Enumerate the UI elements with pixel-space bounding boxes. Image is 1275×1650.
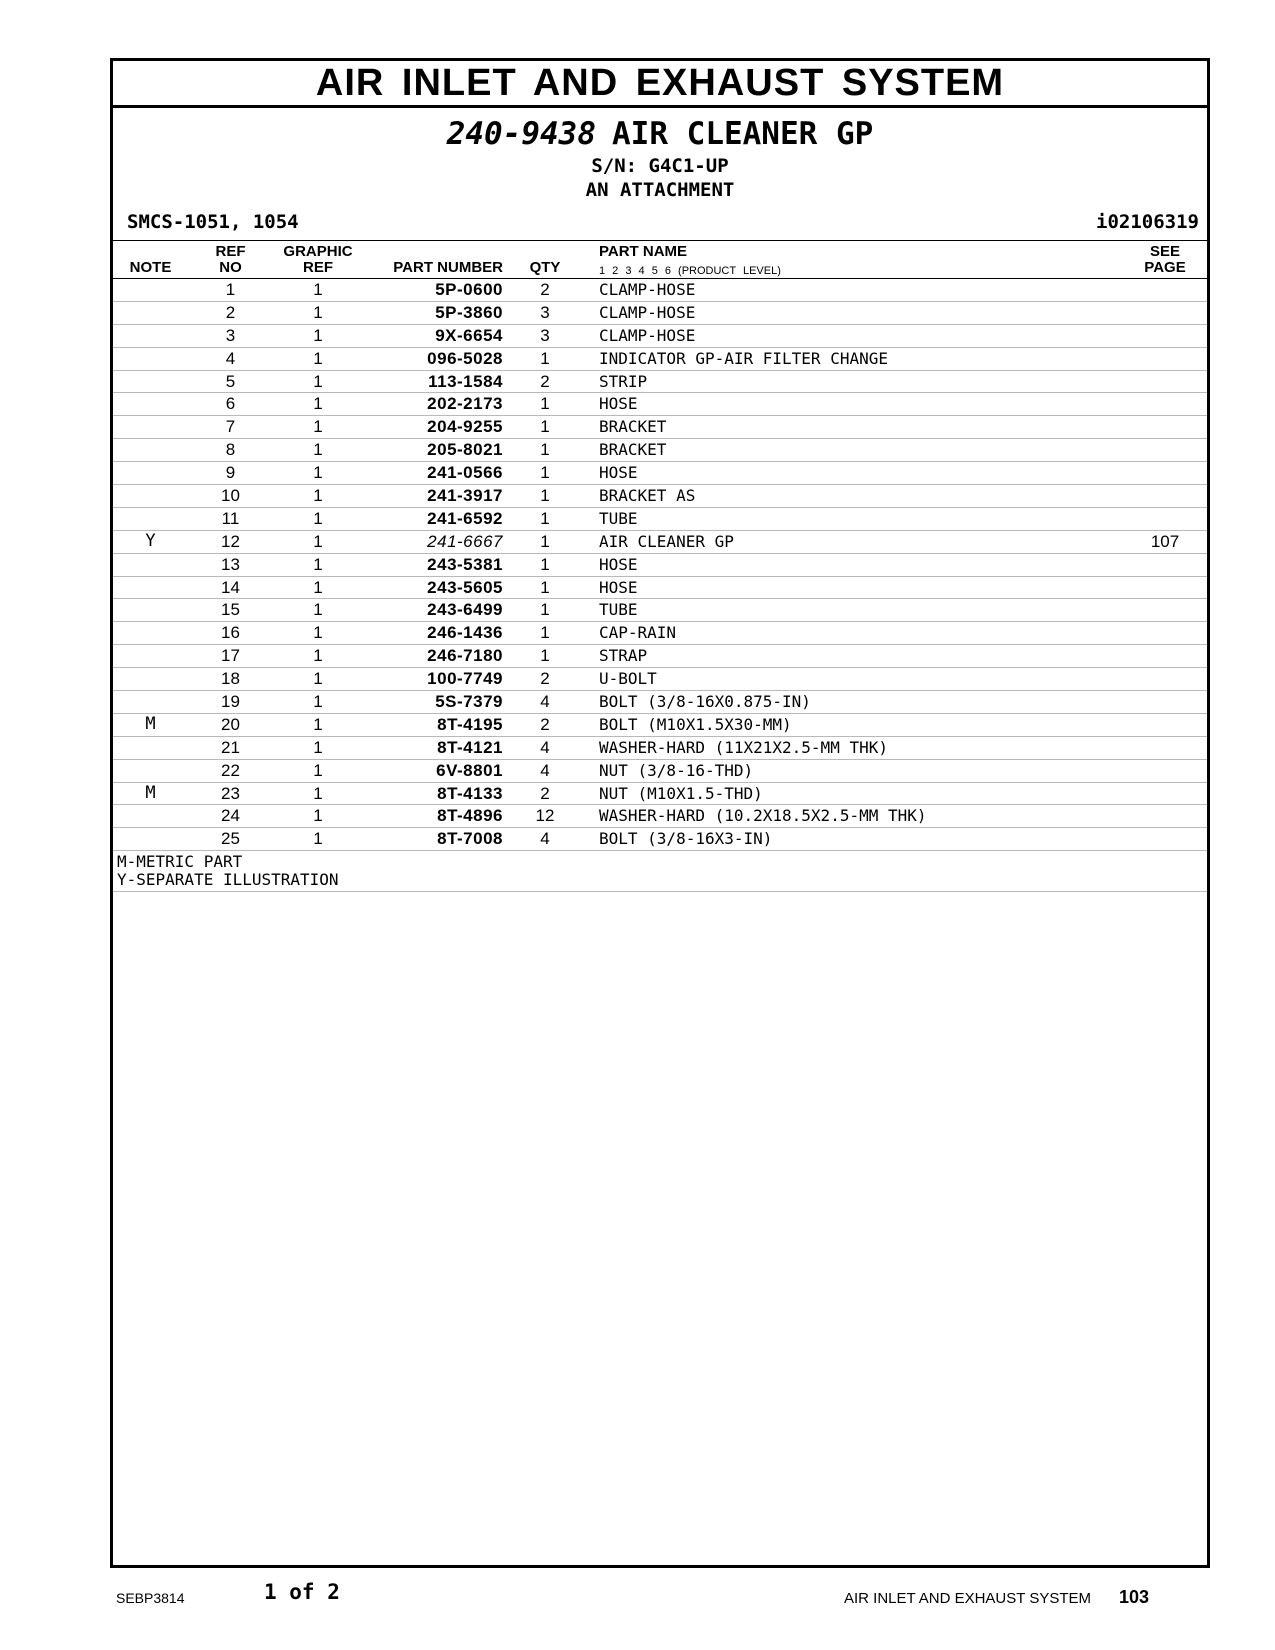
table-row	[113, 485, 1207, 508]
part-name-cell: TUBE	[599, 600, 638, 620]
part-number-cell: 8T-4195	[437, 714, 503, 734]
footnote-separate-illustration: Y-SEPARATE ILLUSTRATION	[117, 870, 339, 890]
qty-cell: 2	[540, 669, 550, 689]
graphic-ref-cell: 1	[313, 600, 323, 620]
footnote-metric: M-METRIC PART	[117, 852, 243, 872]
table-row	[113, 325, 1207, 348]
parts-table-body	[113, 279, 1207, 851]
graphic-ref-cell: 1	[313, 783, 323, 803]
qty-cell: 4	[540, 760, 550, 780]
table-row	[113, 279, 1207, 302]
ref-no-cell: 14	[221, 577, 240, 597]
note-cell: Y	[145, 530, 156, 551]
graphic-ref-cell: 1	[313, 302, 323, 322]
table-row	[113, 577, 1207, 600]
group-category: AN ATTACHMENT	[585, 179, 735, 201]
part-number-cell: 246-1436	[427, 623, 503, 643]
ref-no-cell: 17	[221, 646, 240, 666]
graphic-ref-cell: 1	[313, 371, 323, 391]
part-name-cell: STRAP	[599, 646, 648, 666]
table-row	[113, 416, 1207, 439]
graphic-ref-cell: 1	[313, 669, 323, 689]
table-row	[113, 737, 1207, 760]
part-name-cell: NUT (M10X1.5-THD)	[599, 783, 763, 803]
footnotes	[113, 851, 1207, 892]
qty-cell: 1	[540, 486, 550, 506]
ref-no-cell: 2	[225, 302, 236, 322]
note-cell: M	[145, 713, 156, 734]
group-title	[113, 116, 1207, 152]
part-number-cell: 8T-7008	[437, 829, 503, 849]
graphic-ref-cell: 1	[313, 577, 323, 597]
part-number-cell: 8T-4896	[437, 806, 503, 826]
qty-cell: 2	[540, 714, 550, 734]
ref-no-cell: 6	[225, 394, 236, 414]
column-see-page-label: SEE PAGE	[1144, 243, 1186, 276]
see-page-cell: 107	[1150, 531, 1180, 551]
part-number-cell: 243-6499	[427, 600, 503, 620]
graphic-ref-cell: 1	[313, 646, 323, 666]
ref-no-cell: 16	[221, 623, 240, 643]
table-row	[113, 348, 1207, 371]
qty-cell: 1	[540, 463, 550, 483]
part-name-cell: CLAMP-HOSE	[599, 280, 696, 299]
ref-no-cell: 24	[221, 806, 240, 826]
part-number-cell: 241-0566	[427, 463, 503, 483]
qty-cell: 1	[540, 348, 550, 368]
table-row	[113, 371, 1207, 394]
ref-no-cell: 11	[221, 508, 240, 528]
table-row	[113, 531, 1207, 554]
column-see-page	[1135, 244, 1195, 276]
part-number-cell: 5P-0600	[435, 280, 503, 299]
ref-no-cell: 19	[221, 692, 240, 712]
part-number-cell: 205-8021	[427, 440, 503, 460]
table-row	[113, 599, 1207, 622]
part-number-cell: 241-6592	[427, 508, 503, 528]
document-id: i02106319	[1096, 211, 1199, 233]
qty-cell: 1	[540, 394, 550, 414]
note-cell: M	[145, 782, 156, 803]
section-title: AIR INLET AND EXHAUST SYSTEM	[113, 61, 1207, 108]
page-frame	[110, 58, 1210, 1568]
ref-no-cell: 18	[221, 669, 240, 689]
column-part-name: PART NAME	[599, 243, 688, 260]
part-name-cell: HOSE	[599, 554, 638, 574]
part-number-cell: 246-7180	[427, 646, 503, 666]
table-row	[113, 393, 1207, 416]
graphic-ref-cell: 1	[313, 486, 323, 506]
part-number-cell: 6V-8801	[436, 760, 503, 780]
part-number-cell: 241-6667	[427, 531, 503, 551]
graphic-ref-cell: 1	[313, 508, 323, 528]
graphic-ref-cell: 1	[313, 280, 323, 299]
column-part-number: PART NUMBER	[393, 259, 503, 276]
part-name-cell: WASHER-HARD (11X21X2.5-MM THK)	[599, 737, 888, 757]
ref-no-cell: 12	[221, 531, 240, 551]
graphic-ref-cell: 1	[313, 348, 323, 368]
ref-no-cell: 4	[225, 348, 236, 368]
part-number-cell: 204-9255	[427, 417, 503, 437]
table-row	[113, 760, 1207, 783]
ref-no-cell: 8	[225, 440, 236, 460]
column-ref-no-label: REF NO	[215, 243, 246, 276]
ref-no-cell: 13	[221, 554, 240, 574]
part-name-cell: AIR CLEANER GP	[599, 531, 734, 551]
graphic-ref-cell: 1	[313, 554, 323, 574]
qty-cell: 1	[540, 417, 550, 437]
column-graphic-ref	[273, 244, 363, 276]
qty-cell: 4	[540, 737, 550, 757]
page-of-count: 1 of 2	[264, 1580, 340, 1604]
qty-cell: 1	[540, 646, 550, 666]
ref-no-cell: 1	[225, 280, 236, 299]
part-name-cell: BOLT (3/8-16X0.875-IN)	[599, 692, 811, 712]
part-name-cell: WASHER-HARD (10.2X18.5X2.5-MM THK)	[599, 806, 927, 826]
part-name-cell: BOLT (M10X1.5X30-MM)	[599, 714, 792, 734]
part-name-cell: HOSE	[599, 577, 638, 597]
part-name-cell: BRACKET	[599, 440, 667, 460]
table-row	[113, 508, 1207, 531]
ref-no-cell: 25	[221, 829, 240, 849]
ref-no-cell: 5	[225, 371, 236, 391]
part-number-cell: 243-5381	[427, 554, 503, 574]
column-product-level: 1 2 3 4 5 6 (PRODUCT LEVEL)	[599, 265, 781, 277]
publication-number: SEBP3814	[116, 1590, 185, 1606]
part-name-cell: BRACKET AS	[599, 486, 696, 506]
qty-cell: 2	[540, 783, 550, 803]
qty-cell: 2	[540, 371, 550, 391]
group-header	[113, 108, 1207, 241]
qty-cell: 1	[540, 600, 550, 620]
table-row	[113, 691, 1207, 714]
page-number: 103	[1118, 1587, 1149, 1607]
part-name-cell: INDICATOR GP-AIR FILTER CHANGE	[599, 348, 888, 368]
graphic-ref-cell: 1	[313, 440, 323, 460]
part-name-cell: HOSE	[599, 394, 638, 414]
qty-cell: 12	[535, 806, 555, 826]
qty-cell: 3	[540, 325, 550, 345]
part-name-cell: U-BOLT	[599, 669, 657, 689]
graphic-ref-cell: 1	[313, 829, 323, 849]
part-number-cell: 241-3917	[427, 486, 503, 506]
table-row	[113, 554, 1207, 577]
ref-no-cell: 10	[221, 486, 240, 506]
graphic-ref-cell: 1	[313, 325, 323, 345]
part-number-cell: 5S-7379	[435, 692, 503, 712]
part-name-cell: BRACKET	[599, 417, 667, 437]
graphic-ref-cell: 1	[313, 806, 323, 826]
graphic-ref-cell: 1	[313, 394, 323, 414]
graphic-ref-cell: 1	[313, 417, 323, 437]
table-row	[113, 805, 1207, 828]
column-note: NOTE	[129, 259, 172, 276]
table-row	[113, 783, 1207, 806]
table-row	[113, 668, 1207, 691]
group-name: AIR CLEANER GP	[612, 116, 874, 152]
table-row	[113, 439, 1207, 462]
qty-cell: 1	[540, 554, 550, 574]
graphic-ref-cell: 1	[313, 737, 323, 757]
part-name-cell: NUT (3/8-16-THD)	[599, 760, 754, 780]
qty-cell: 4	[540, 692, 550, 712]
table-row	[113, 622, 1207, 645]
part-name-cell: BOLT (3/8-16X3-IN)	[599, 829, 773, 849]
qty-cell: 2	[540, 280, 550, 299]
footer-section-title: AIR INLET AND EXHAUST SYSTEM	[843, 1590, 1091, 1607]
qty-cell: 1	[540, 440, 550, 460]
graphic-ref-cell: 1	[313, 714, 323, 734]
table-row	[113, 302, 1207, 325]
qty-cell: 1	[540, 508, 550, 528]
qty-cell: 4	[540, 829, 550, 849]
table-row	[113, 828, 1207, 851]
ref-no-cell: 22	[221, 760, 240, 780]
ref-no-cell: 20	[221, 714, 240, 734]
column-ref-no	[208, 244, 253, 276]
table-row	[113, 462, 1207, 485]
ref-no-cell: 23	[221, 783, 240, 803]
part-name-cell: STRIP	[599, 371, 648, 391]
part-name-cell: HOSE	[599, 463, 638, 483]
qty-cell: 1	[540, 623, 550, 643]
group-part-number: 240-9438	[446, 116, 596, 152]
part-number-cell: 9X-6654	[435, 325, 503, 345]
graphic-ref-cell: 1	[313, 623, 323, 643]
graphic-ref-cell: 1	[313, 692, 323, 712]
smcs-codes: SMCS-1051, 1054	[127, 211, 299, 233]
serial-number: S/N: G4C1-UP	[591, 155, 729, 177]
part-number-cell: 096-5028	[427, 348, 503, 368]
graphic-ref-cell: 1	[313, 463, 323, 483]
page-footer	[116, 1580, 1149, 1610]
part-number-cell: 5P-3860	[435, 302, 503, 322]
qty-cell: 1	[540, 531, 550, 551]
part-number-cell: 243-5605	[427, 577, 503, 597]
column-qty: QTY	[529, 259, 561, 276]
part-name-cell: CLAMP-HOSE	[599, 325, 696, 345]
part-number-cell: 8T-4133	[437, 783, 503, 803]
ref-no-cell: 7	[225, 417, 236, 437]
part-name-cell: CLAMP-HOSE	[599, 302, 696, 322]
graphic-ref-cell: 1	[313, 531, 323, 551]
graphic-ref-cell: 1	[313, 760, 323, 780]
table-header	[113, 241, 1207, 279]
ref-no-cell: 3	[225, 325, 236, 345]
part-number-cell: 8T-4121	[437, 737, 503, 757]
part-number-cell: 100-7749	[427, 669, 503, 689]
part-number-cell: 113-1584	[428, 371, 503, 391]
ref-no-cell: 21	[221, 737, 240, 757]
qty-cell: 3	[540, 302, 550, 322]
column-graphic-ref-label: GRAPHIC REF	[283, 243, 353, 276]
qty-cell: 1	[540, 577, 550, 597]
table-row	[113, 645, 1207, 668]
part-name-cell: TUBE	[599, 508, 638, 528]
ref-no-cell: 15	[221, 600, 240, 620]
part-name-cell: CAP-RAIN	[599, 623, 677, 643]
part-number-cell: 202-2173	[427, 394, 503, 414]
ref-no-cell: 9	[225, 463, 236, 483]
table-row	[113, 714, 1207, 737]
